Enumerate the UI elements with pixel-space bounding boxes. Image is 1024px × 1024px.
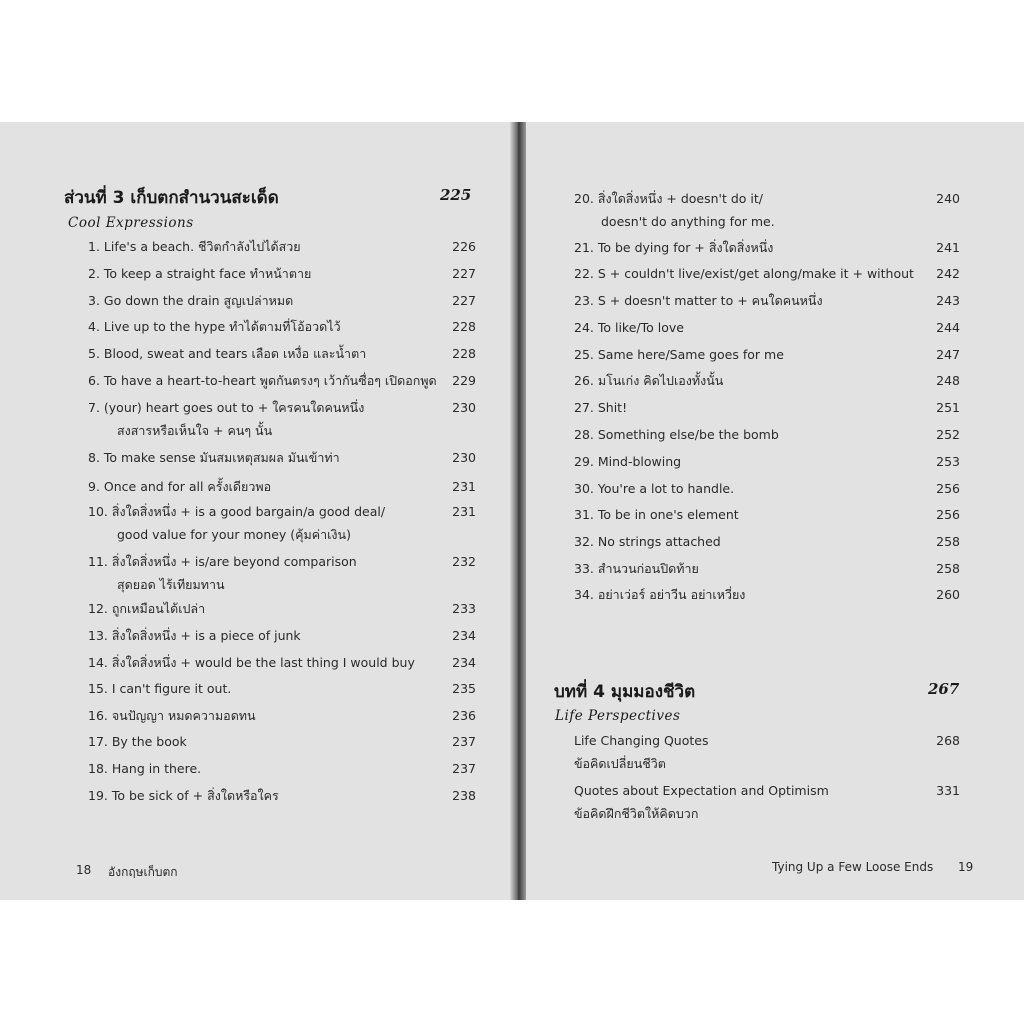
section-4-entry-text: Quotes about Expectation and Optimism: [574, 783, 829, 798]
toc-entry-page-number: 258: [936, 561, 960, 576]
toc-entry-text: doesn't do anything for me.: [601, 214, 775, 229]
right-page: [526, 122, 1024, 900]
toc-entry-text: 15. I can't figure it out.: [88, 681, 232, 696]
toc-entry-text: สุดยอด ไร้เทียมทาน: [117, 577, 225, 592]
toc-entry-page-number: 240: [936, 191, 960, 206]
toc-entry-text: 12. ถูกเหมือนได้เปล่า: [88, 601, 206, 616]
toc-entry-page-number: 228: [452, 319, 476, 334]
toc-entry-text: 13. สิ่งใดสิ่งหนึ่ง + is a piece of junk: [88, 628, 301, 643]
toc-entry-page-number: 236: [452, 708, 476, 723]
toc-entry-text: 22. S + couldn't live/exist/get along/make it + without: [574, 266, 914, 281]
left-footer-page-number: 18: [76, 863, 92, 877]
toc-entry-page-number: 230: [452, 400, 476, 415]
section-4-entry-page-number: 331: [936, 783, 960, 798]
toc-entry-page-number: 237: [452, 761, 476, 776]
toc-entry-text: 18. Hang in there.: [88, 761, 202, 776]
toc-entry-page-number: 256: [936, 507, 960, 522]
toc-entry-page-number: 241: [936, 240, 960, 255]
toc-entry-text: 24. To like/To love: [574, 320, 684, 335]
section-3-title: ส่วนที่ 3 เก็บตกสำนวนสะเด็ด: [64, 188, 279, 208]
toc-entry-text: 5. Blood, sweat and tears เลือด เหงื่อ และน้ำตา: [88, 346, 367, 361]
toc-entry-text: 28. Something else/be the bomb: [574, 427, 779, 442]
section-3-subtitle: Cool Expressions: [68, 215, 194, 231]
toc-entry-text: 3. Go down the drain สูญเปล่าหมด: [88, 293, 294, 308]
toc-entry-text: 8. To make sense มันสมเหตุสมผล มันเข้าท่า: [88, 450, 340, 465]
left-page: [0, 122, 510, 900]
toc-entry-page-number: 237: [452, 734, 476, 749]
toc-entry-text: 32. No strings attached: [574, 534, 721, 549]
toc-entry-page-number: 227: [452, 266, 476, 281]
toc-entry-text: 16. จนปัญญา หมดความอดทน: [88, 708, 256, 723]
toc-entry-text: 14. สิ่งใดสิ่งหนึ่ง + would be the last thing I would buy: [88, 655, 415, 670]
toc-entry-text: 2. To keep a straight face ทำหน้าตาย: [88, 266, 312, 281]
toc-entry-text: 6. To have a heart-to-heart พูดกันตรงๆ เว้ากันซื่อๆ เปิดอกพูด: [88, 373, 437, 388]
toc-entry-text: 17. By the book: [88, 734, 187, 749]
book-gutter: [510, 122, 526, 900]
toc-entry-page-number: 238: [452, 788, 476, 803]
right-footer-page-number: 19: [958, 860, 974, 874]
toc-entry-text: 34. อย่าเว่อร์ อย่าวีน อย่าเหวี่ยง: [574, 587, 746, 602]
toc-entry-text: 4. Live up to the hype ทำได้ตามที่โอ้อวดไว้: [88, 319, 341, 334]
toc-entry-page-number: 235: [452, 681, 476, 696]
toc-entry-page-number: 252: [936, 427, 960, 442]
section-3-page: 225: [440, 186, 472, 204]
toc-entry-text: 7. (your) heart goes out to + ใครคนใดคนหนึ่ง: [88, 400, 365, 415]
section-4-entry-text: ข้อคิดเปลี่ยนชีวิต: [574, 756, 666, 771]
toc-entry-text: 19. To be sick of + สิ่งใดหรือใคร: [88, 788, 279, 803]
toc-entry-text: good value for your money (คุ้มค่าเงิน): [117, 527, 351, 542]
toc-entry-page-number: 253: [936, 454, 960, 469]
section-4-subtitle: Life Perspectives: [555, 708, 681, 724]
toc-entry-page-number: 260: [936, 587, 960, 602]
section-4-page: 267: [928, 680, 960, 698]
toc-entry-text: 23. S + doesn't matter to + คนใดคนหนึ่ง: [574, 293, 823, 308]
section-4-entry-page-number: 268: [936, 733, 960, 748]
toc-entry-page-number: 233: [452, 601, 476, 616]
toc-entry-text: 33. สำนวนก่อนปิดท้าย: [574, 561, 699, 576]
toc-entry-page-number: 258: [936, 534, 960, 549]
section-4-entry-text: ข้อคิดฝึกชีวิตให้คิดบวก: [574, 806, 699, 821]
section-4-title: บทที่ 4 มุมมองชีวิต: [554, 682, 696, 702]
toc-entry-page-number: 232: [452, 554, 476, 569]
toc-entry-page-number: 256: [936, 481, 960, 496]
toc-entry-page-number: 227: [452, 293, 476, 308]
toc-entry-page-number: 231: [452, 479, 476, 494]
toc-entry-text: 9. Once and for all ครั้งเดียวพอ: [88, 479, 272, 494]
right-footer-book-title: Tying Up a Few Loose Ends: [772, 860, 934, 874]
toc-entry-text: 29. Mind-blowing: [574, 454, 682, 469]
section-4-entry-text: Life Changing Quotes: [574, 733, 709, 748]
toc-entry-text: 27. Shit!: [574, 400, 628, 415]
toc-entry-page-number: 229: [452, 373, 476, 388]
toc-entry-page-number: 248: [936, 373, 960, 388]
toc-entry-page-number: 234: [452, 628, 476, 643]
left-footer-book-title: อังกฤษเก็บตก: [108, 865, 178, 879]
toc-entry-text: 26. มโนเก่ง คิดไปเองทั้งนั้น: [574, 373, 724, 388]
toc-entry-page-number: 243: [936, 293, 960, 308]
toc-entry-page-number: 230: [452, 450, 476, 465]
toc-entry-text: 1. Life's a beach. ชีวิตกำลังไปได้สวย: [88, 239, 301, 254]
toc-entry-text: 20. สิ่งใดสิ่งหนึ่ง + doesn't do it/: [574, 191, 764, 206]
toc-entry-text: สงสารหรือเห็นใจ + คนๆ นั้น: [117, 423, 273, 438]
toc-entry-page-number: 234: [452, 655, 476, 670]
toc-entry-page-number: 251: [936, 400, 960, 415]
toc-entry-text: 25. Same here/Same goes for me: [574, 347, 784, 362]
toc-entry-text: 30. You're a lot to handle.: [574, 481, 735, 496]
toc-entry-page-number: 228: [452, 346, 476, 361]
toc-entry-text: 11. สิ่งใดสิ่งหนึ่ง + is/are beyond comparison: [88, 554, 357, 569]
toc-entry-text: 10. สิ่งใดสิ่งหนึ่ง + is a good bargain/a good deal/: [88, 504, 386, 519]
toc-entry-page-number: 231: [452, 504, 476, 519]
toc-entry-page-number: 244: [936, 320, 960, 335]
toc-entry-page-number: 226: [452, 239, 476, 254]
toc-entry-page-number: 247: [936, 347, 960, 362]
toc-entry-page-number: 242: [936, 266, 960, 281]
toc-entry-text: 21. To be dying for + สิ่งใดสิ่งหนึ่ง: [574, 240, 774, 255]
toc-entry-text: 31. To be in one's element: [574, 507, 739, 522]
